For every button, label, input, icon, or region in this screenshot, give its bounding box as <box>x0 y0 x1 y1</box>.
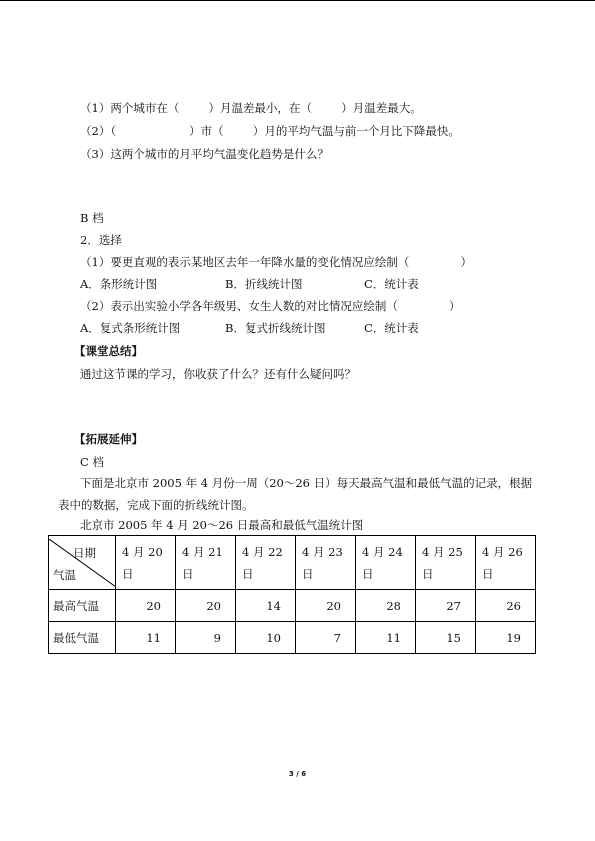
date-header: 4 月 22 日 <box>236 536 296 590</box>
top-rule <box>0 0 595 1</box>
corner-cell <box>49 536 116 590</box>
table-cell: 15 <box>416 622 476 654</box>
row-label: 最低气温 <box>49 622 116 654</box>
date-header: 4 月 26 日 <box>476 536 536 590</box>
table-cell: 14 <box>236 590 296 622</box>
grade-b-label: B 档 <box>80 211 104 225</box>
table-cell: 10 <box>236 622 296 654</box>
question-1-3: （3）这两个城市的月平均气温变化趋势是什么？ <box>80 147 329 161</box>
table-cell: 19 <box>476 622 536 654</box>
table-cell: 11 <box>356 622 416 654</box>
table-cell: 9 <box>176 622 236 654</box>
table-cell: 20 <box>176 590 236 622</box>
table-cell: 28 <box>356 590 416 622</box>
corner-date-label: 日期 <box>73 545 96 560</box>
summary-text: 通过这节课的学习，你收获了什么？还有什么疑问吗？ <box>80 367 356 381</box>
question-2-title: 2．选择 <box>80 233 122 247</box>
table-row <box>49 622 536 654</box>
option-1a: A．条形统计图 <box>80 277 158 291</box>
date-header: 4 月 25 日 <box>416 536 476 590</box>
table-title: 北京市 2005 年 4 月 20～26 日最高和最低气温统计图 <box>80 518 364 532</box>
table-cell: 11 <box>116 622 176 654</box>
question-1-1: （1）两个城市在（ ）月温差最小，在（ ）月温差最大。 <box>80 101 422 115</box>
table-cell: 7 <box>296 622 356 654</box>
table-row <box>49 590 536 622</box>
date-header: 4 月 20 日 <box>116 536 176 590</box>
table-header-row <box>49 536 536 590</box>
table-cell: 20 <box>116 590 176 622</box>
temperature-table <box>48 535 536 654</box>
option-2a: A．复式条形统计图 <box>80 321 181 335</box>
date-header: 4 月 24 日 <box>356 536 416 590</box>
table-cell: 27 <box>416 590 476 622</box>
grade-c-label: C 档 <box>80 455 104 469</box>
date-header: 4 月 23 日 <box>296 536 356 590</box>
extension-paragraph-1: 下面是北京市 2005 年 4 月份一周（20～26 日）每天最高气温和最低气温的记录，根据 <box>80 476 533 490</box>
table-cell: 20 <box>296 590 356 622</box>
extension-paragraph-2: 表中的数据，完成下面的折线统计图。 <box>58 498 254 512</box>
option-1c: C．统计表 <box>364 277 419 291</box>
option-2c: C．统计表 <box>364 321 419 335</box>
option-2b: B．复式折线统计图 <box>225 321 326 335</box>
page-number: 3 / 6 <box>288 770 307 778</box>
summary-heading: 【课堂总结】 <box>74 344 143 358</box>
question-1-2: （2）（ ）市（ ）月的平均气温与前一个月比下降最快。 <box>80 124 460 138</box>
question-2-1: （1）要更直观的表示某地区去年一年降水量的变化情况应绘制（ ） <box>80 255 472 269</box>
question-2-2: （2）表示出实验小学各年级男、女生人数的对比情况应绘制（ ） <box>80 299 461 313</box>
table-cell: 26 <box>476 590 536 622</box>
option-1b: B．折线统计图 <box>225 277 303 291</box>
corner-temp-label: 气温 <box>53 567 76 582</box>
date-header: 4 月 21 日 <box>176 536 236 590</box>
extension-heading: 【拓展延伸】 <box>74 432 143 446</box>
row-label: 最高气温 <box>49 590 116 622</box>
